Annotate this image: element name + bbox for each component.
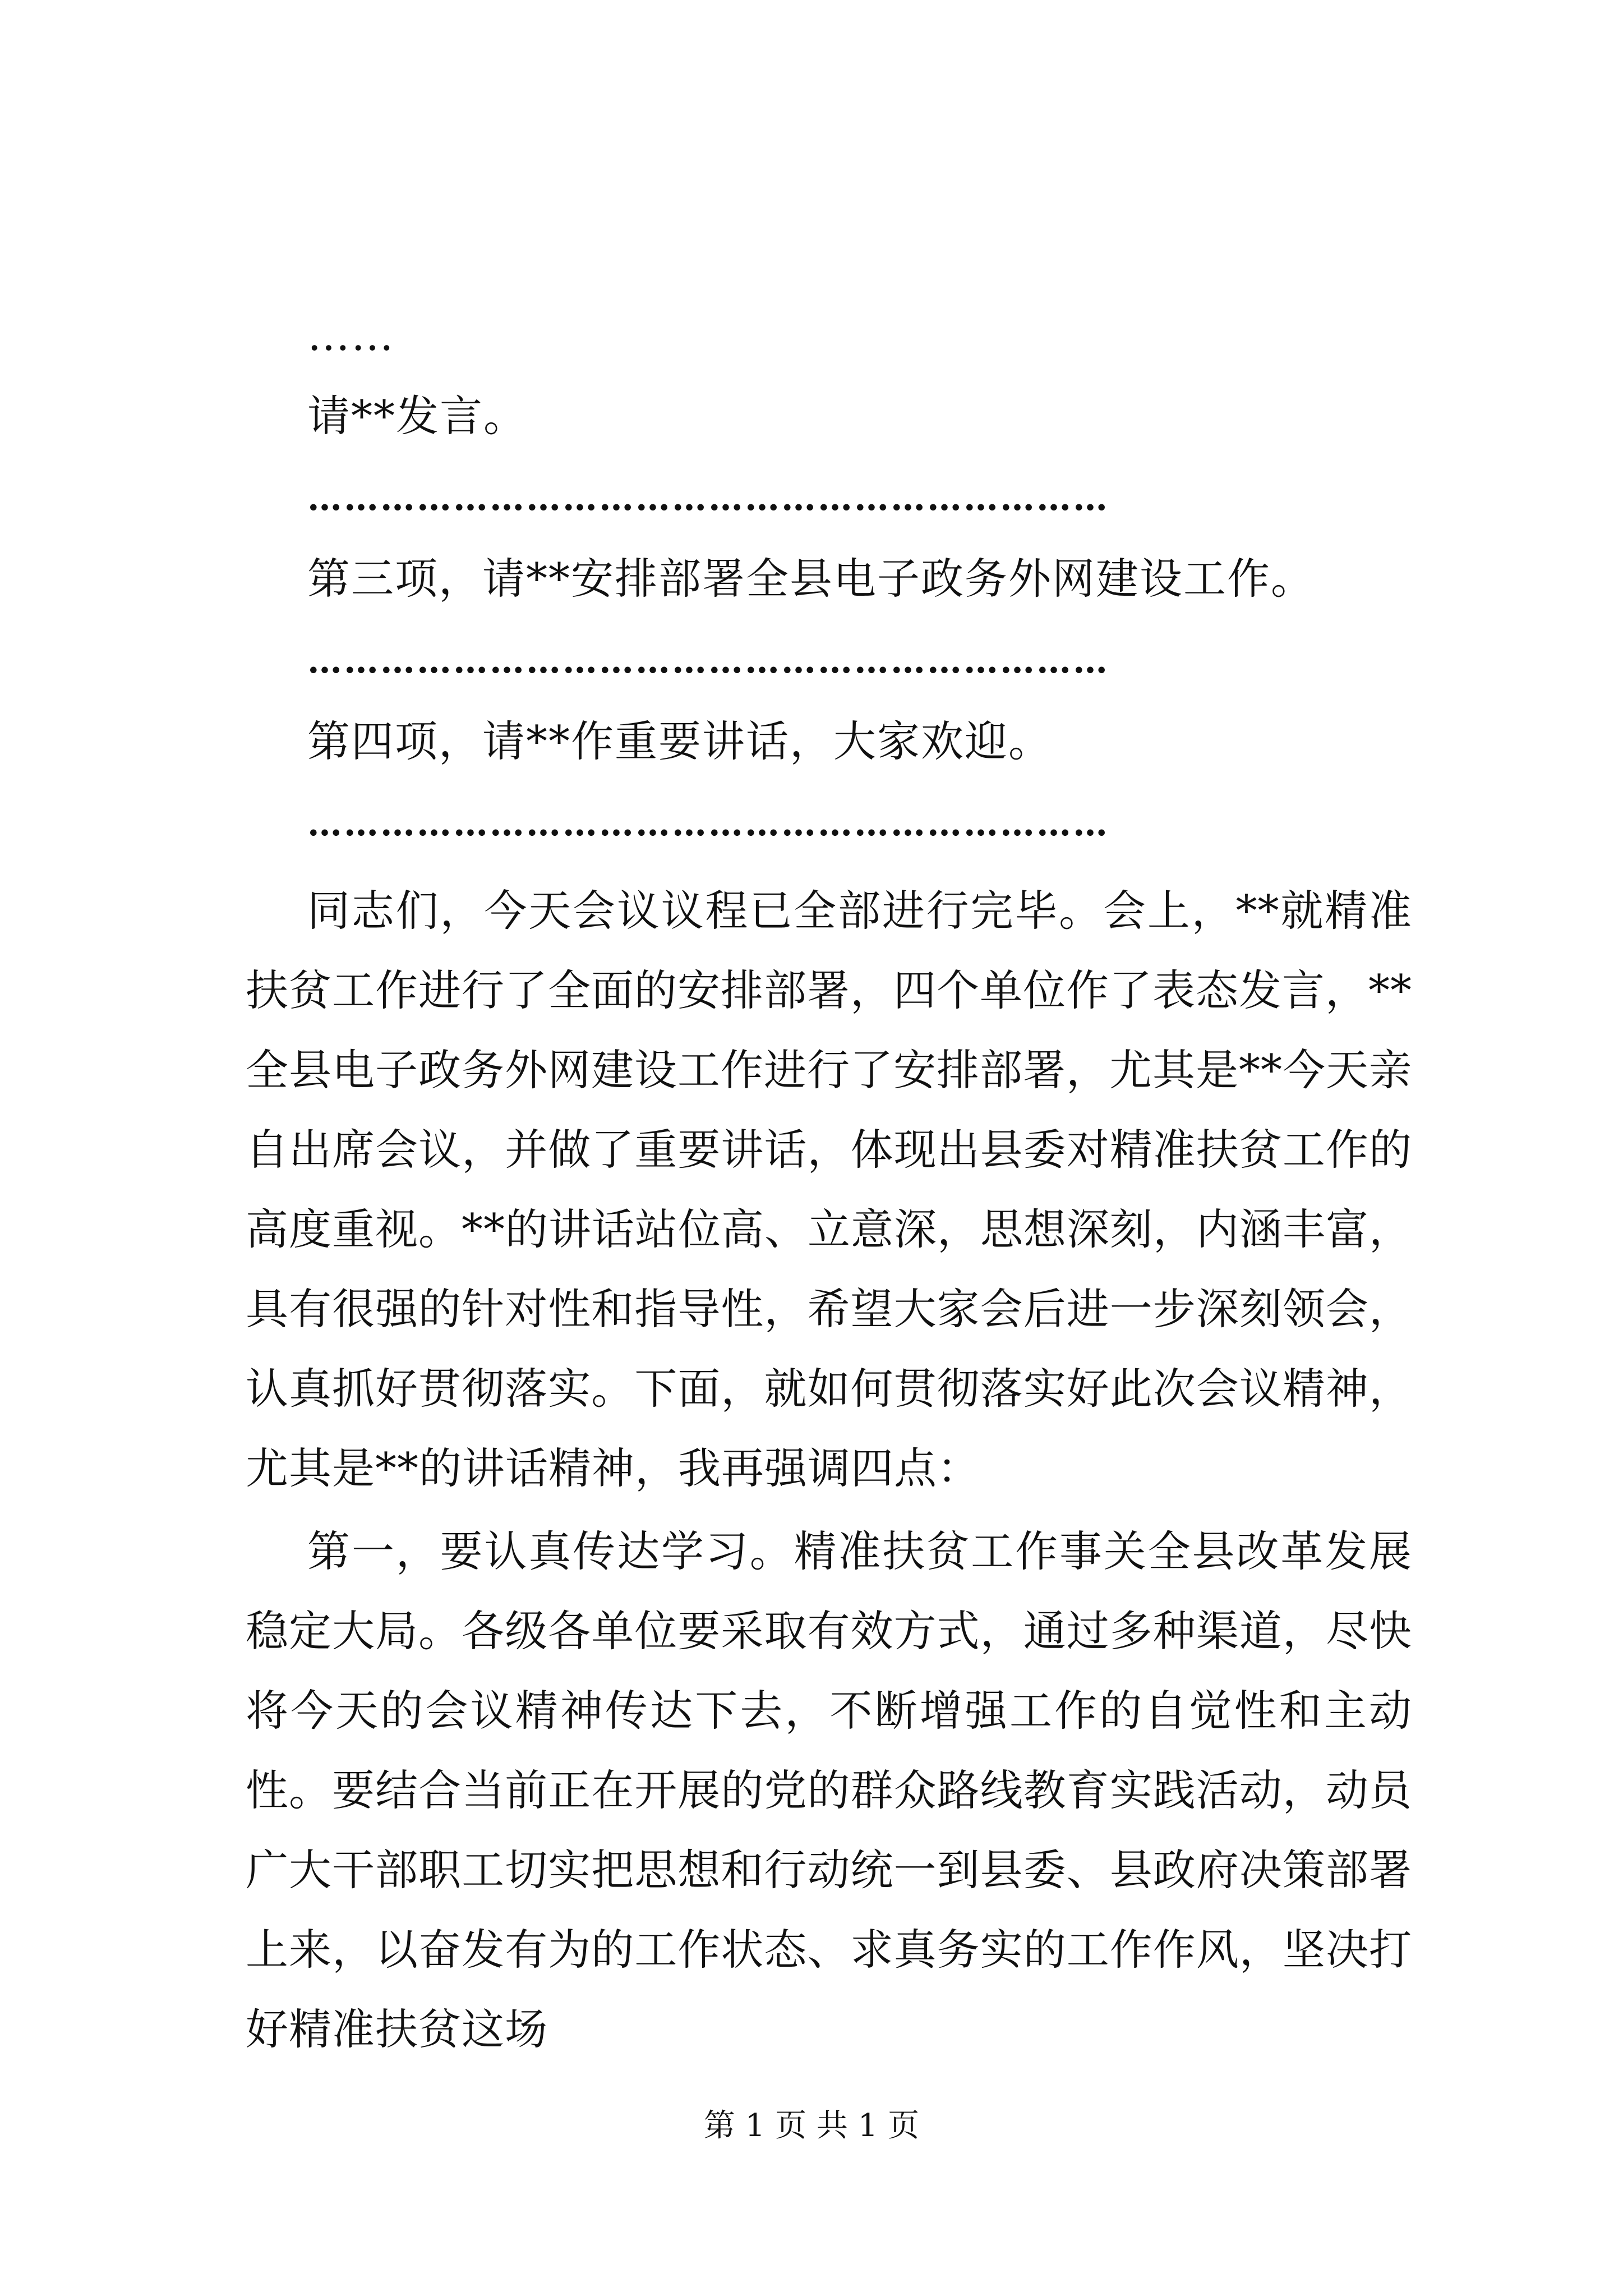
invite-speak-line: 请**发言。 xyxy=(307,391,527,441)
closing-summary-paragraph: 同志们，今天会议议程已全部进行完毕。会上，**就精准扶贫工作进行了全面的安排部署，四个单位作了表态发言，**全县电子政务外网建设工作进行了安排部署，尤其是**今天亲自出席会议，并做了重要讲话，体现出县委对精准扶贫工作的高度重视。**的讲话站位高、立意深，思想深刻，内涵丰富，具有很强的针对性和指导性，希望大家会后进一步深刻领会，认真抓好贯彻落实。下面，就如何贯彻落实好此次会议精神，尤其是**的讲话精神，我再强调四点： xyxy=(246,886,1412,1493)
page-footer: 第 1 页 共 1 页 xyxy=(703,2108,920,2144)
point-one-paragraph: 第一，要认真传达学习。精准扶贫工作事关全县改革发展稳定大局。各级各单位要采取有效方式，通过多种渠道，尽快将今天的会议精神传达下去，不断增强工作的自觉性和主动性。要结合当前正在开展的党的群众路线教育实践活动，动员广大干部职工切实把思想和行动统一到县委、县政府决策部署上来，以奋发有为的工作状态、求真务实的工作作风，坚决打好精准扶贫这场 xyxy=(246,1526,1412,2054)
agenda-item-four: 第四项，请**作重要讲话，大家欢迎。 xyxy=(307,716,1052,766)
agenda-item-three: 第三项，请**安排部署全县电子政务外网建设工作。 xyxy=(307,554,1315,604)
dotted-separator: ………………………………………………………… xyxy=(307,807,1109,840)
dotted-separator: ………………………………………………………… xyxy=(307,481,1109,515)
ellipsis-line: …… xyxy=(307,310,395,360)
dotted-separator: ………………………………………………………… xyxy=(307,644,1109,678)
